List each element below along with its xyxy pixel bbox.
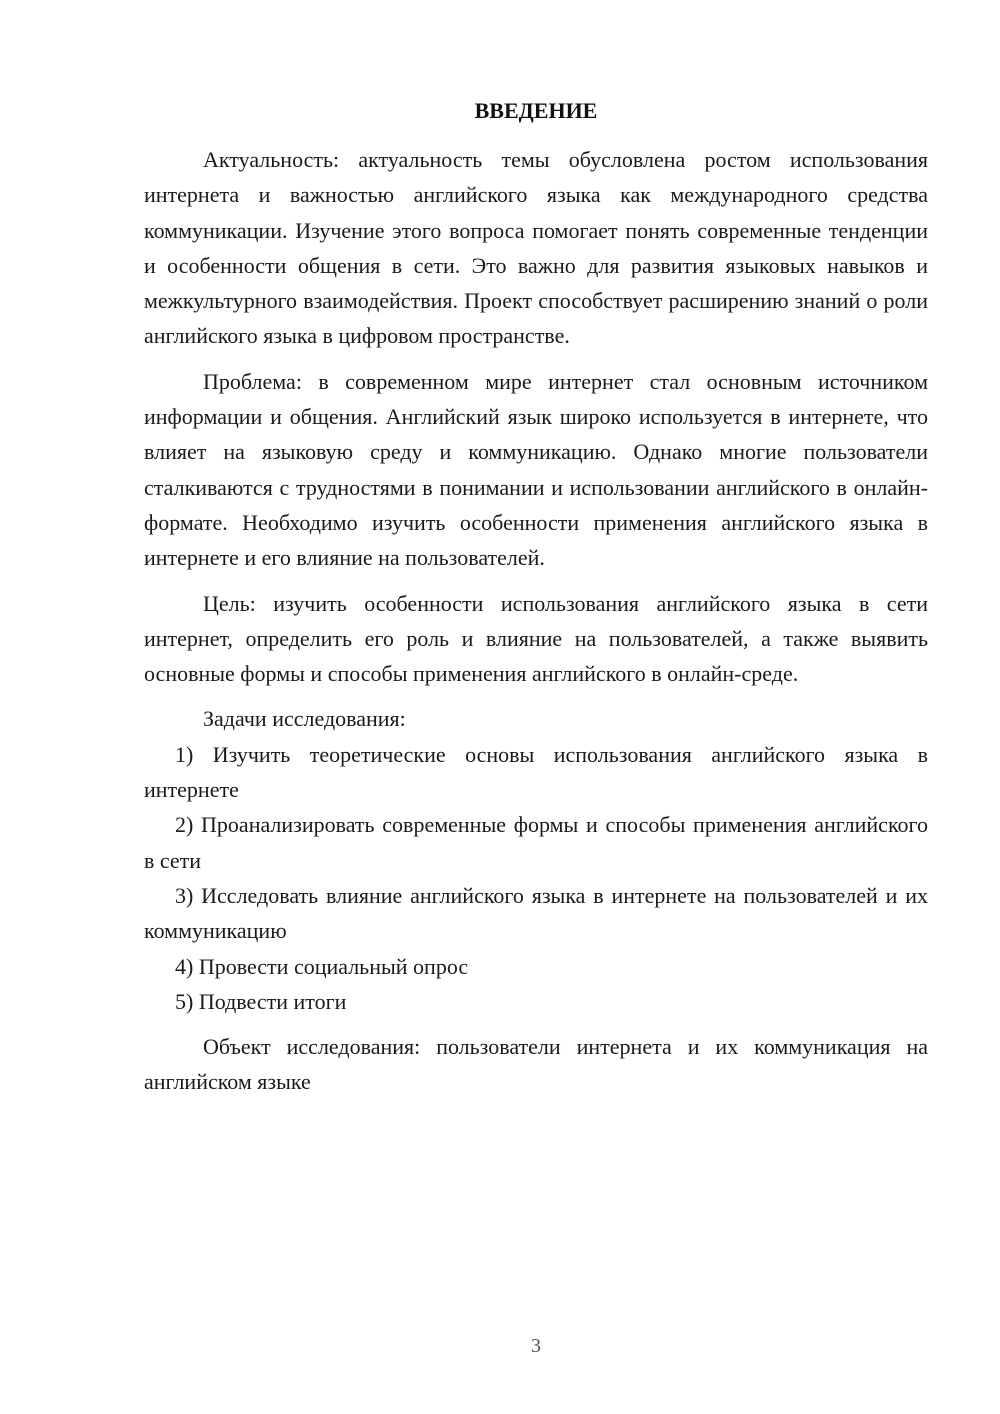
task-item-1: 1) Изучить теоретические основы использования английского языка в интернете bbox=[144, 741, 928, 803]
task-item-2: 2) Проанализировать современные формы и способы применения английского в сети bbox=[144, 812, 928, 873]
task-item-4: 4) Провести социальный опрос bbox=[175, 953, 469, 979]
document-body bbox=[144, 142, 928, 1100]
task-item-5: 5) Подвести итоги bbox=[175, 988, 347, 1014]
page-number: 3 bbox=[531, 1335, 541, 1357]
goal-paragraph: Цель: изучить особенности использования английского языка в сети интернет, определить его роль и влияние на пользователей, а также выявить основные формы и способы применения английского в онлайн-среде. bbox=[144, 590, 928, 687]
problem-paragraph: Проблема: в современном мире интернет стал основным источником информации и общения. Английский язык широко используется в интернете, что влияет на языковую среду и коммуникацию. Однако многие пользователи сталкиваются с трудностями в понимании и использовании английского в онлайн-формате. Необходимо изучить особенности применения английского языка в интернете и его влияние на пользователей. bbox=[144, 368, 928, 571]
page-title: ВВЕДЕНИЕ bbox=[474, 98, 598, 123]
object-paragraph: Объект исследования: пользователи интернета и их коммуникация на английском языке bbox=[144, 1034, 928, 1095]
task-item-3: 3) Исследовать влияние английского языка в интернете на пользователей и их коммуникацию bbox=[144, 882, 928, 944]
tasks-heading: Задачи исследования: bbox=[203, 706, 406, 732]
relevance-paragraph: Актуальность: актуальность темы обусловлена ростом использования интернета и важностью английского языка как международного средства коммуникации. Изучение этого вопроса помогает понять современные тенденции и особенности общения в сети. Это важно для развития языковых навыков и межкультурного взаимодействия. Проект способствует расширению знаний о роли английского языка в цифровом пространстве. bbox=[144, 147, 928, 349]
